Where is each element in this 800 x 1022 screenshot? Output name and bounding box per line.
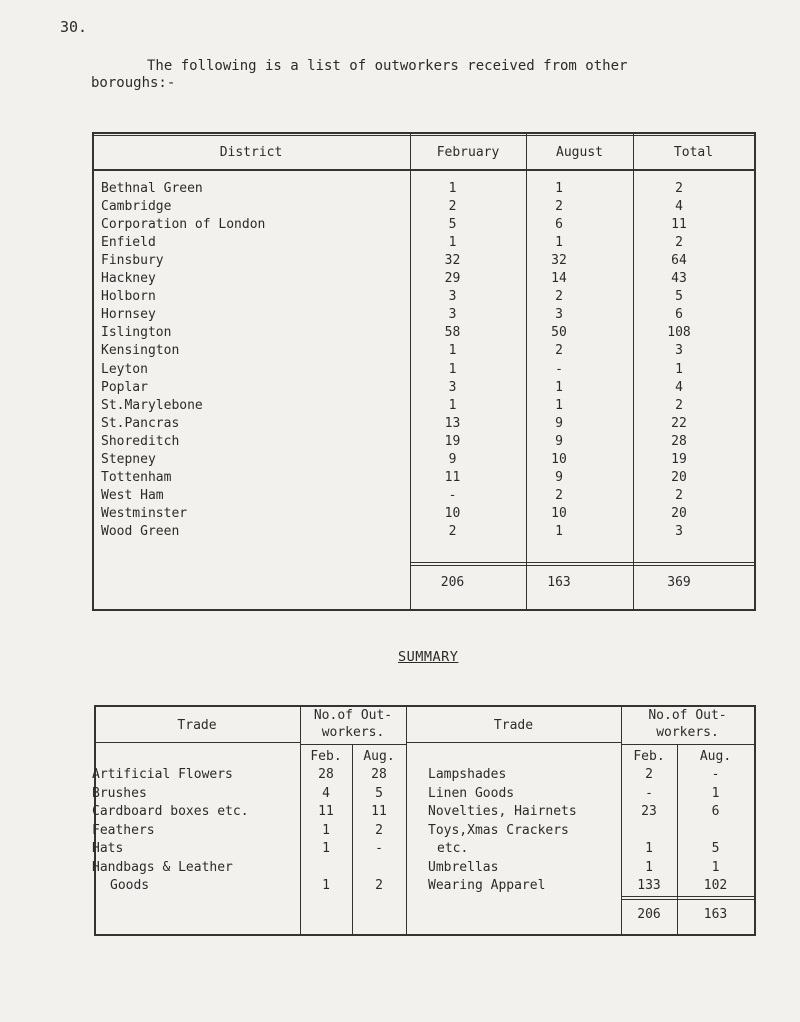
summary-top-rule	[94, 705, 754, 707]
summary-header-count-right: No.of Out-	[648, 708, 727, 723]
total-value: 2	[675, 488, 683, 503]
summary-subheader-rule	[621, 744, 754, 745]
summary-feb-label-right: Feb.	[633, 749, 665, 764]
summary-feb-right: 2	[645, 767, 653, 782]
summary-trade-left: Goods	[110, 878, 150, 893]
february-value: 13	[444, 416, 461, 431]
total-value: 20	[671, 506, 687, 521]
summary-bottom-rule	[94, 934, 754, 936]
february-value: 58	[444, 325, 461, 340]
summary-feb-left: 11	[318, 804, 334, 819]
summary-trade-right: Umbrellas	[428, 860, 499, 875]
district-name: Westminster	[101, 506, 188, 521]
summary-totals-rule	[621, 896, 754, 897]
summary-feb-left: 1	[322, 878, 330, 893]
february-value: 1	[448, 398, 457, 413]
august-value: 10	[551, 506, 567, 521]
summary-aug-right: 6	[711, 804, 720, 819]
summary-aug-left: -	[375, 841, 383, 856]
total-value: 28	[671, 434, 687, 449]
total-value: 108	[667, 325, 691, 340]
august-value: 14	[551, 271, 567, 286]
summary-trade-left: Feathers	[92, 823, 155, 838]
summary-trade-right: Novelties, Hairnets	[428, 804, 577, 819]
august-value: 1	[555, 380, 563, 395]
august-value: 1	[555, 235, 563, 250]
august-value: 32	[551, 253, 567, 268]
february-value: 1	[448, 343, 457, 358]
total-value: 4	[675, 199, 683, 214]
summary-aug-right: 1	[711, 860, 720, 875]
summary-aug-label-left: Aug.	[363, 749, 395, 764]
february-value: 5	[448, 217, 457, 232]
summary-header-rule	[94, 742, 300, 743]
summary-totals-rule-inner	[621, 899, 754, 900]
summary-right-rule	[754, 705, 756, 936]
total-value: 1	[675, 362, 683, 377]
summary-feb-right: 23	[641, 804, 657, 819]
page-number: 30.	[60, 18, 88, 36]
february-value: 1	[448, 181, 457, 196]
summary-aug-left: 2	[375, 823, 383, 838]
august-value: 2	[555, 289, 563, 304]
august-value: 9	[555, 470, 563, 485]
district-name: Poplar	[101, 380, 148, 395]
total-value: 3	[675, 343, 683, 358]
summary-aug-right: 5	[711, 841, 720, 856]
summary-feb-left: 1	[322, 823, 330, 838]
header-total: Total	[673, 145, 714, 160]
summary-feb-left: 1	[322, 841, 330, 856]
total-value: 6	[675, 307, 683, 322]
table-bottom-rule	[92, 609, 754, 611]
district-name: Leyton	[101, 362, 148, 377]
district-name: Holborn	[101, 289, 156, 304]
intro-text-line1: The following is a list of outworkers received from other	[147, 58, 628, 74]
totals-rule-inner	[410, 565, 754, 566]
summary-trade-right: etc.	[437, 841, 469, 856]
district-name: Kensington	[101, 343, 180, 358]
august-value: 50	[551, 325, 567, 340]
total-value: 19	[671, 452, 687, 467]
district-name: Enfield	[101, 235, 156, 250]
summary-header-count-left: No.of Out-	[313, 708, 393, 723]
summary-trade-right: Toys,Xmas Crackers	[428, 823, 569, 838]
february-total: 206	[440, 575, 465, 590]
summary-left-rule	[94, 705, 96, 936]
total-value: 43	[671, 271, 687, 286]
august-value: 6	[555, 217, 563, 232]
summary-trade-left: Artificial Flowers	[92, 767, 233, 782]
summary-feb-right: -	[645, 786, 653, 801]
august-value: -	[555, 362, 563, 377]
summary-aug-right: -	[711, 767, 720, 782]
summary-header-count-right-2: workers.	[656, 725, 719, 740]
total-value: 3	[675, 524, 683, 539]
summary-title: SUMMARY	[398, 649, 459, 665]
total-value: 5	[675, 289, 683, 304]
district-name: Stepney	[101, 452, 156, 467]
district-name: Finsbury	[101, 253, 164, 268]
summary-header-count-left-2: workers.	[321, 725, 385, 740]
february-value: 2	[448, 524, 457, 539]
district-name: Cambridge	[101, 199, 172, 214]
table-right-rule	[754, 132, 756, 611]
total-value: 2	[675, 235, 683, 250]
february-value: 1	[448, 235, 457, 250]
district-name: Hackney	[101, 271, 156, 286]
august-value: 2	[555, 199, 563, 214]
summary-header-trade-right: Trade	[493, 718, 534, 733]
august-value: 9	[555, 434, 563, 449]
table-top-rule	[92, 132, 754, 134]
february-value: 3	[448, 307, 457, 322]
august-value: 10	[551, 452, 567, 467]
summary-feb-label-left: Feb.	[310, 749, 342, 764]
district-name: Islington	[101, 325, 172, 340]
february-value: 11	[444, 470, 461, 485]
february-value: 1	[448, 362, 457, 377]
district-name: Tottenham	[101, 470, 172, 485]
summary-aug-right: 102	[703, 878, 728, 893]
district-name: Shoreditch	[101, 434, 180, 449]
summary-aug-total: 163	[703, 907, 728, 922]
february-value: 10	[444, 506, 461, 521]
header-district: District	[219, 145, 283, 160]
august-value: 9	[555, 416, 563, 431]
august-value: 2	[555, 488, 563, 503]
district-name: Wood Green	[101, 524, 180, 539]
summary-aug-left: 5	[375, 786, 383, 801]
february-value: 9	[448, 452, 457, 467]
summary-trade-right: Lampshades	[428, 767, 507, 782]
summary-aug-left: 11	[371, 804, 387, 819]
summary-feb-right: 1	[645, 841, 653, 856]
february-value: 3	[448, 289, 457, 304]
grand-total: 369	[667, 575, 691, 590]
february-value: 2	[448, 199, 457, 214]
summary-trade-right: Wearing Apparel	[428, 878, 546, 893]
august-total: 163	[547, 575, 571, 590]
february-value: 29	[444, 271, 461, 286]
total-value: 2	[675, 398, 683, 413]
summary-trade-left: Cardboard boxes etc.	[92, 804, 249, 819]
february-value: 19	[444, 434, 461, 449]
summary-aug-left: 2	[375, 878, 383, 893]
district-name: West Ham	[101, 488, 164, 503]
summary-feb-left: 28	[318, 767, 334, 782]
august-value: 2	[555, 343, 563, 358]
summary-trade-right: Linen Goods	[428, 786, 515, 801]
february-value: 3	[448, 380, 457, 395]
summary-header-trade-left: Trade	[177, 718, 217, 733]
total-value: 64	[671, 253, 687, 268]
summary-feb-right: 1	[645, 860, 653, 875]
summary-aug-label-right: Aug.	[699, 749, 732, 764]
table-left-rule	[92, 132, 94, 611]
total-value: 20	[671, 470, 687, 485]
header-february: February	[436, 145, 500, 160]
district-name: Corporation of London	[101, 217, 266, 232]
table-top-rule-inner	[92, 135, 754, 136]
summary-feb-right: 133	[637, 878, 661, 893]
total-value: 4	[675, 380, 683, 395]
summary-col-rule	[406, 705, 407, 934]
intro-text-line2: boroughs:-	[91, 75, 176, 91]
summary-trade-left: Hats	[92, 841, 124, 856]
summary-trade-left: Handbags & Leather	[92, 860, 233, 875]
summary-aug-right: 1	[711, 786, 720, 801]
august-value: 1	[555, 181, 563, 196]
august-value: 1	[555, 398, 563, 413]
total-value: 11	[671, 217, 687, 232]
district-name: Bethnal Green	[101, 181, 203, 196]
summary-trade-left: Brushes	[92, 786, 147, 801]
header-rule	[92, 169, 754, 171]
february-value: 32	[444, 253, 461, 268]
august-value: 1	[555, 524, 563, 539]
august-value: 3	[555, 307, 563, 322]
summary-aug-left: 28	[371, 767, 387, 782]
summary-feb-total: 206	[637, 907, 661, 922]
total-value: 2	[675, 181, 683, 196]
total-value: 22	[671, 416, 687, 431]
district-name: St.Pancras	[101, 416, 180, 431]
district-name: St.Marylebone	[101, 398, 203, 413]
header-august: August	[556, 145, 603, 160]
totals-rule	[410, 562, 754, 563]
district-name: Hornsey	[101, 307, 156, 322]
summary-feb-left: 4	[322, 786, 330, 801]
summary-subheader-rule	[300, 744, 406, 745]
february-value: -	[448, 488, 457, 503]
summary-header-rule	[406, 742, 621, 743]
